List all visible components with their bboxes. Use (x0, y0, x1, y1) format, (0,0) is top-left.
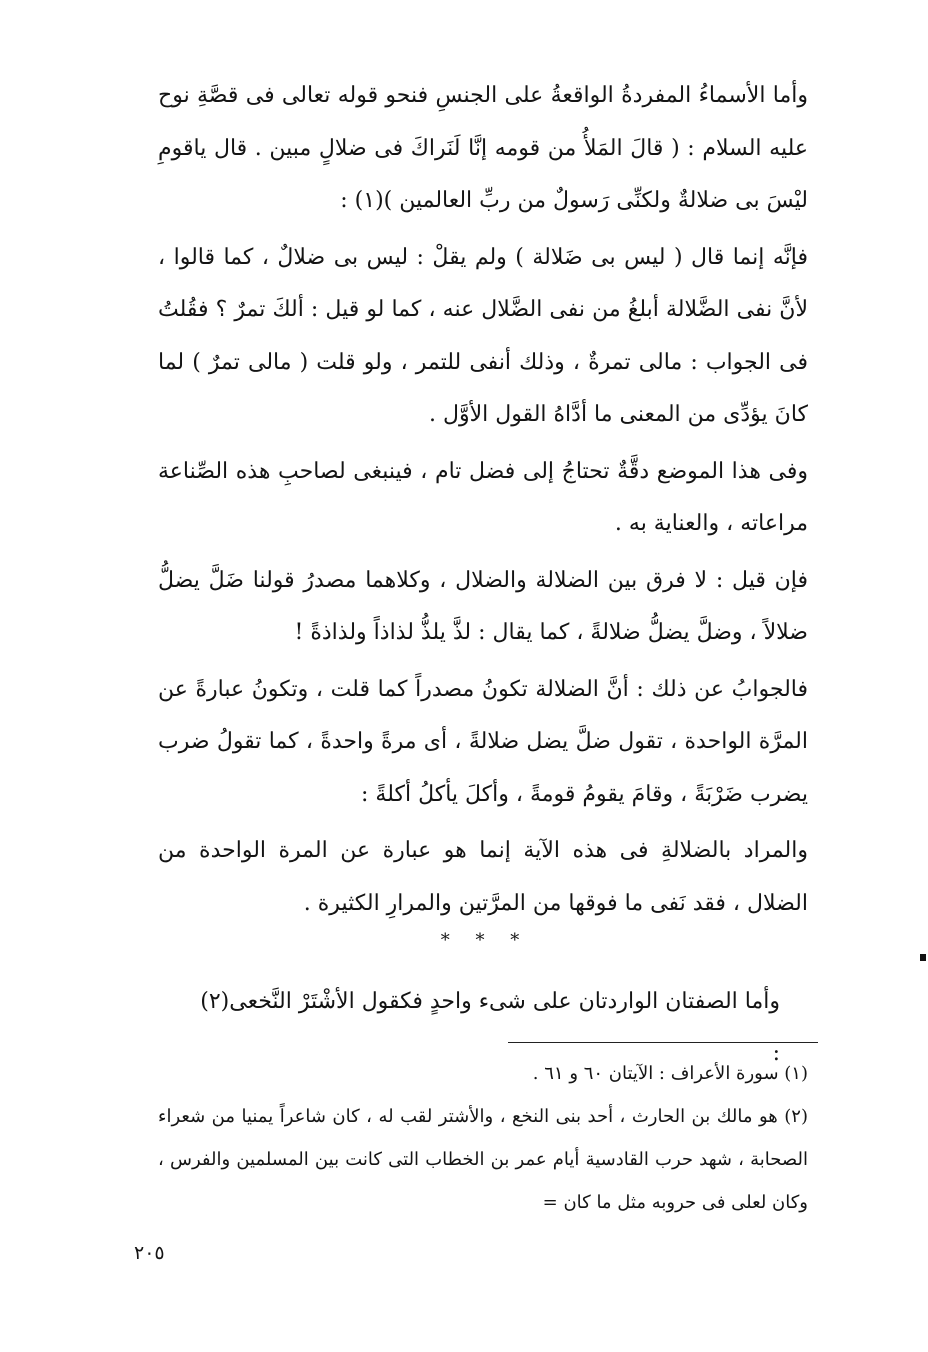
paragraph-3: وفى هذا الموضع دقَّةٌ تحتاجُ إلى فضل تام ، فينبغى لصاحبِ هذه الصِّناعة مراعاته ، والعناية به . (158, 458, 808, 536)
footnote-rule (508, 1042, 818, 1043)
footnote-2: (٢) هو مالك بن الحارث ، أحد بنى النخع ، والأشتر لقب له ، كان شاعراً يمنيا من شعراء الصحابة ، شهد حرب القادسية أيام عمر بن الخطاب التى كانت بين المسلمين والفرس ، وكان لعلى فى حروبه مثل ما كان = (158, 1106, 808, 1213)
paragraph-6: والمراد بالضلالةِ فى هذه الآية إنما هو عبارة عن المرة الواحدة من الضلال ، فقد نَفى ما فوقها من المرَّتين والمرارِ الكثيرة . (158, 838, 808, 916)
paragraph-4: فإن قيل : لا فرق بين الضلالة والضلال ، وكلاهما مصدرُ قولنا ضَلَّ يضلُّ ضلالاً ، وضلَّ يضلُّ ضلالةً ، كما يقال : لذَّ يلذُّ لذاذاً ولذاذةً ! (158, 567, 808, 645)
main-text (158, 70, 808, 930)
closing-line: وأما الصفتان الواردتان على شىء واحدٍ فكقول الأشْتَرْ النَّخعى(٢) : (200, 989, 780, 1066)
scan-edge-mark (920, 954, 926, 961)
page-number: ٢٠٥ (134, 1242, 165, 1264)
footnote-1: (١) سورة الأعراف : الآيتان ٦٠ و ٦١ . (532, 1063, 808, 1084)
paragraph-5: فالجوابُ عن ذلك : أنَّ الضلالة تكونُ مصدراً كما قلت ، وتكونُ عبارةً عن المرَّة الواحدة ، تقول ضلَّ يضل ضلالةً ، أى مرةً واحدةً ، كما تقولُ ضرب يضرب ضَرْبَةً ، وقامَ يقومُ قومةً ، وأكلَ يأكلُ أكلةً : (158, 676, 808, 807)
footnotes (158, 1052, 808, 1224)
section-separator: * * * (440, 930, 530, 951)
paragraph-1: وأما الأسماءُ المفردةُ الواقعةُ على الجنسِ فنحو قوله تعالى فى قصَّةِ نوح عليه السلام : ( قالَ المَلأُ من قومه إنَّا لَنَراكَ فى ضلالٍ مبين . قال ياقومِ ليْسَ بى ضلالةٌ ولكنِّى رَسولٌ من ربِّ العالمين )(١) : (158, 83, 808, 213)
paragraph-2: فإنَّه إنما قال ( ليس بى ضَلالة ) ولم يقلْ : ليس بى ضلالٌ ، كما قالوا ، لأنَّ نفى الضَّلالة أبلغُ من نفى الضَّلال عنه ، كما لو قيل : ألكَ تمرٌ ؟ فقُلتُ فى الجواب : مالى تمرةٌ ، وذلك أنفى للتمر ، ولو قلت ( مالى تمرٌ ) لما كانَ يؤدِّى من المعنى ما أدَّاهُ القول الأوَّل . (158, 244, 808, 427)
